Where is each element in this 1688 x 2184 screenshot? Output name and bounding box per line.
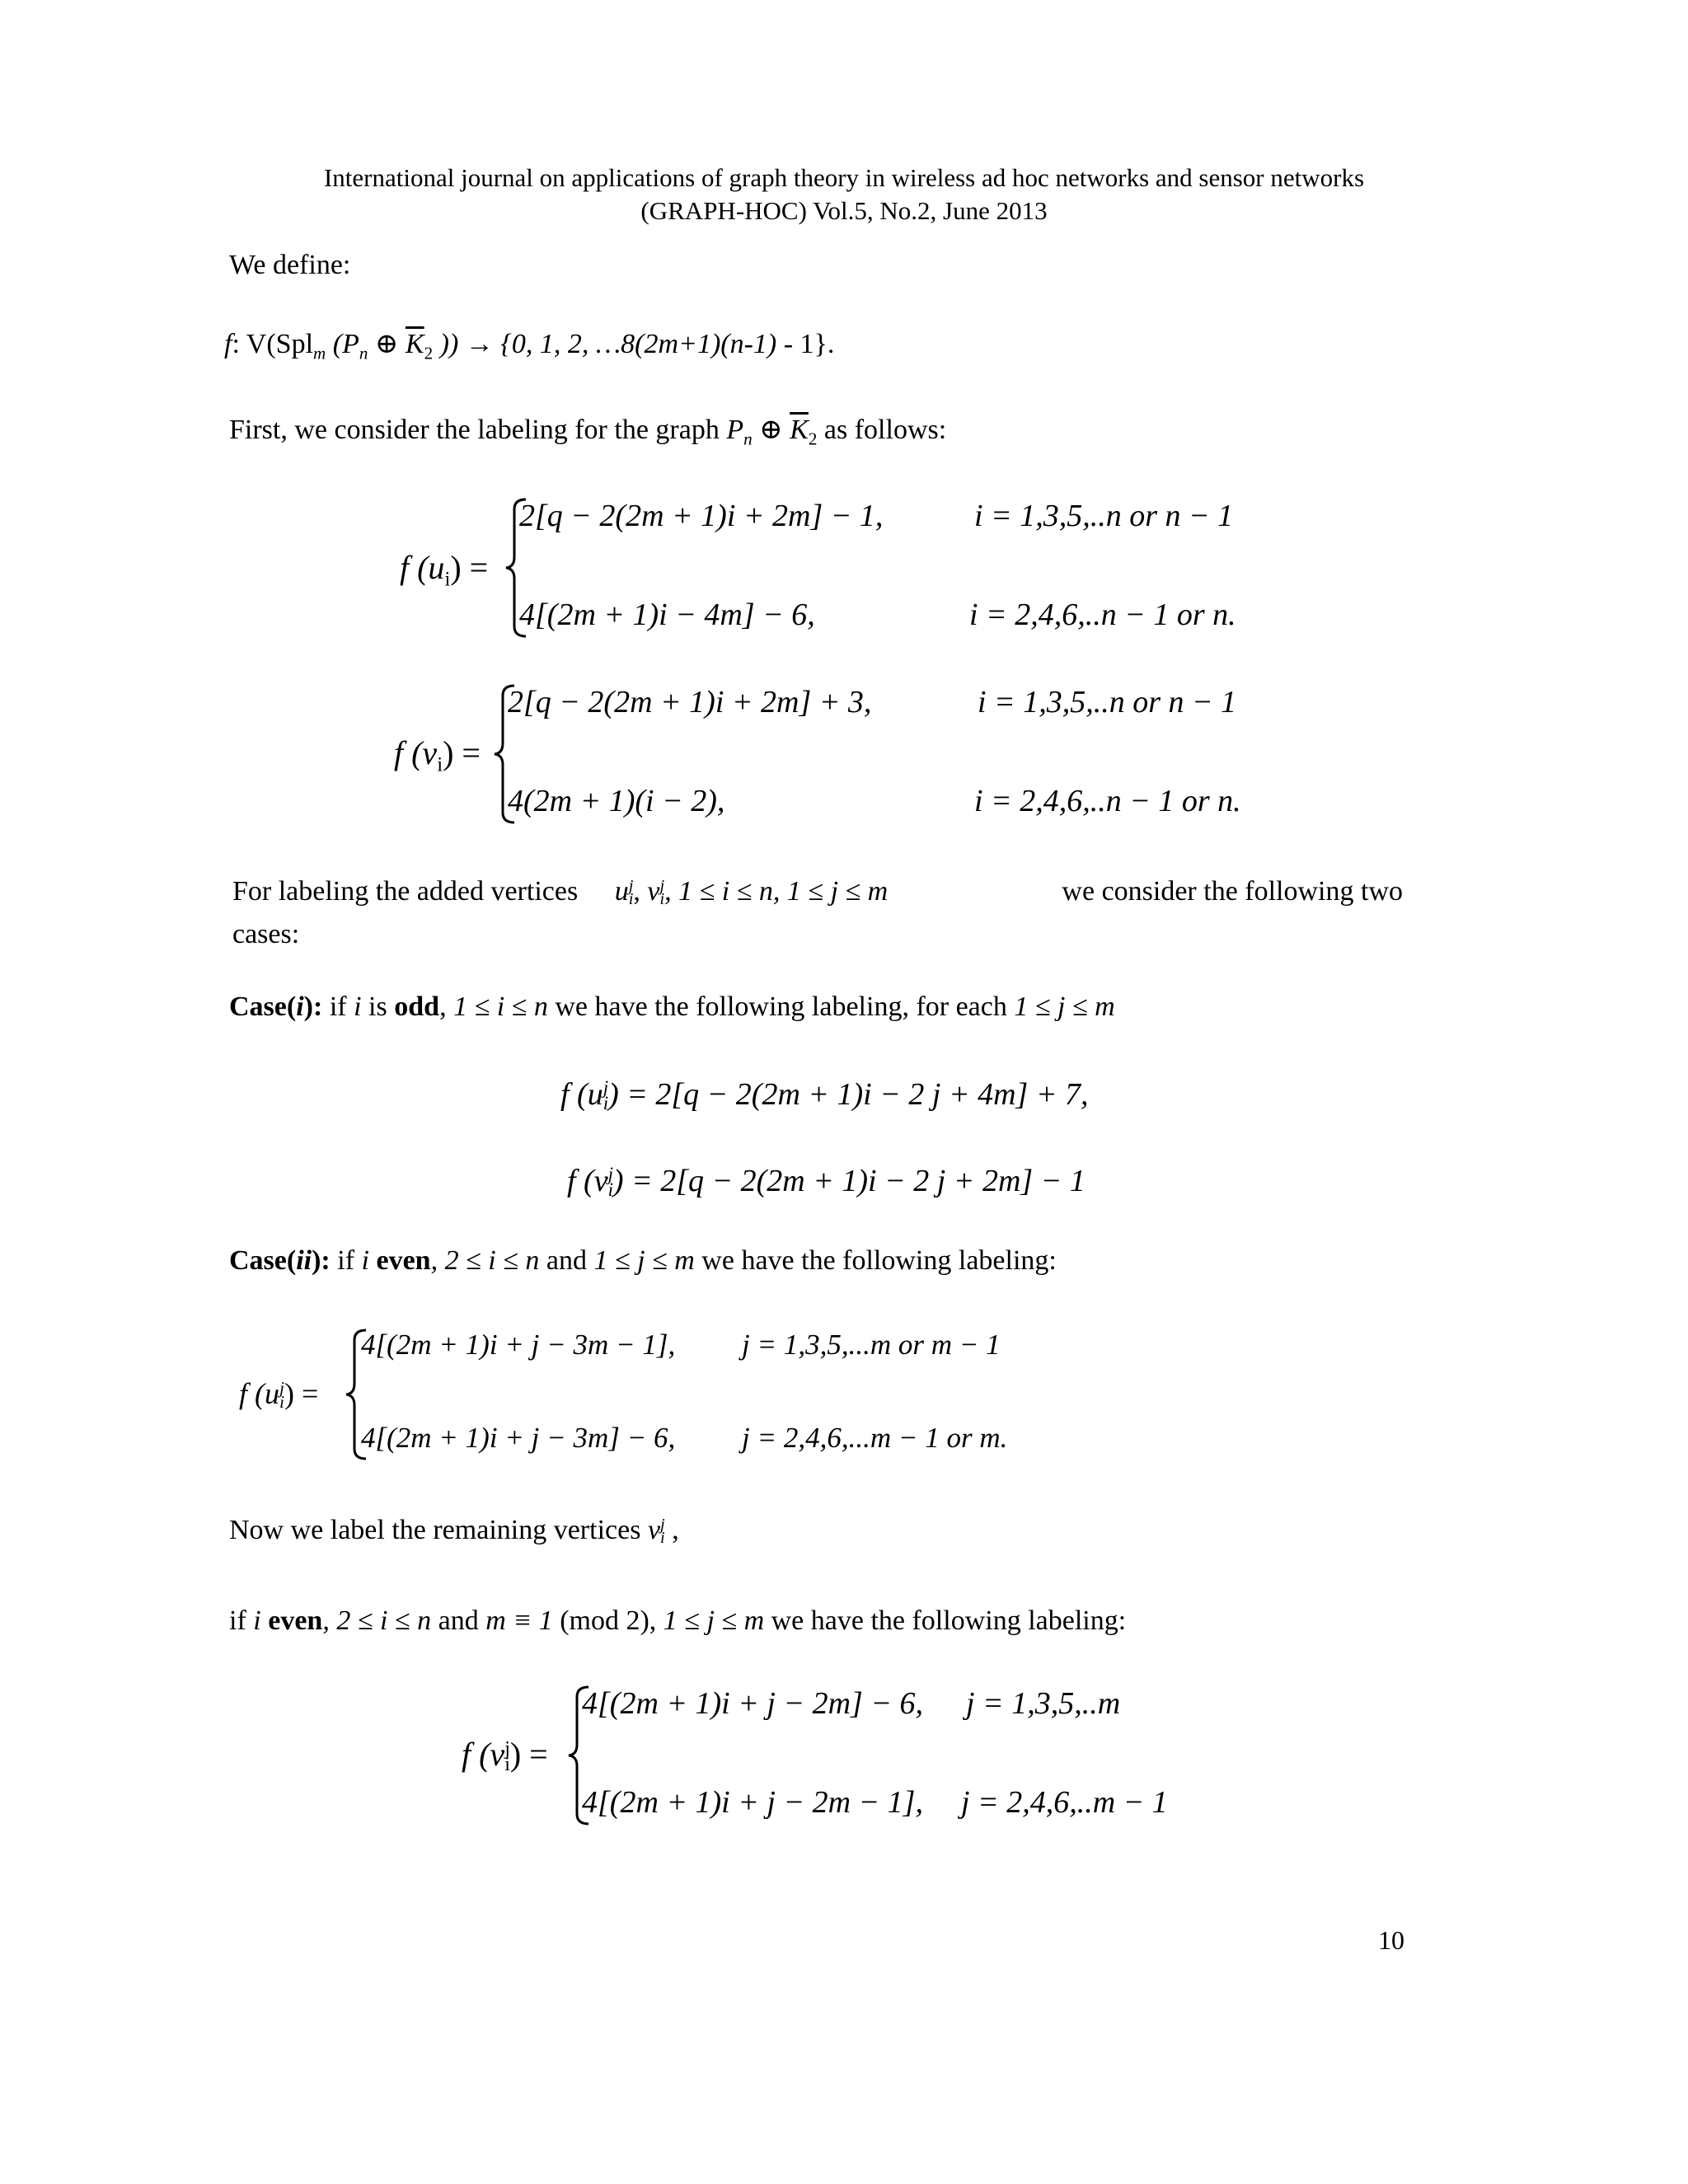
if-i-even-line: if i even, 2 ≤ i ≤ n and m ≡ 1 (mod 2), 1 ≤ j ≤ m we have the following labeling: bbox=[229, 1605, 1127, 1636]
case-condition-1: i = 1,3,5,..n or n − 1 bbox=[974, 499, 1234, 533]
case-ii-heading: Case(ii): if i even, 2 ≤ i ≤ n and 1 ≤ j ≤ m we have the following labeling: bbox=[229, 1245, 1057, 1276]
first-consider-line: First, we consider the labeling for the graph $P_n$ ⊕ $\overline{K}_2$ as follows: bbox=[229, 415, 947, 449]
journal-header-line1: International journal on applications of graph theory in wireless ad hoc networks and sensor networks bbox=[323, 163, 1365, 192]
equation-lhs: f (u j i ) = bbox=[239, 1377, 319, 1413]
function-definition: f: V(Spl$_m$ ($P_n$ ⊕ $\overline{K}_2$ )) → {0, 1, 2, …8(2m+1)(n-1) - 1}. bbox=[224, 329, 835, 363]
case-condition-1: j = 1,3,5,..m bbox=[966, 1686, 1121, 1721]
case-i-heading: Case(i): if i is odd, 1 ≤ i ≤ n we have the following labeling, for each 1 ≤ j ≤ m bbox=[229, 991, 1115, 1022]
equation-lhs: f (v j i ) = bbox=[462, 1736, 548, 1775]
case-expression-2: 4[(2m + 1)i − 4m] − 6, bbox=[519, 598, 815, 632]
equation-lhs: f $(v_i)$ = bbox=[394, 734, 481, 776]
case-expression-2: 4(2m + 1)(i − 2), bbox=[508, 784, 725, 818]
remaining-vertices-line: Now we label the remaining vertices v j i , bbox=[229, 1515, 679, 1548]
case-expression-2: 4[(2m + 1)i + j − 2m − 1], bbox=[582, 1785, 923, 1820]
case-condition-2: j = 2,4,6,..m − 1 bbox=[961, 1785, 1168, 1820]
equation-lhs: f $(u_i)$ = bbox=[400, 549, 489, 591]
case-condition-2: i = 2,4,6,..n − 1 or n. bbox=[969, 598, 1236, 632]
case-condition-1: j = 1,3,5,...m or m − 1 bbox=[742, 1329, 1001, 1361]
case-expression-1: 2[q − 2(2m + 1)i + 2m] + 3, bbox=[508, 685, 872, 719]
added-vertices-line: For labeling the added vertices u j i , v j i , 1 ≤ i ≤ n, 1 ≤ j ≤ m we consider the following two bbox=[232, 876, 1403, 909]
case-condition-2: j = 2,4,6,...m − 1 or m. bbox=[742, 1422, 1008, 1454]
case-i-equation-v: f (v j i ) = 2[q − 2(2m + 1)i − 2 j + 2m] − 1 bbox=[567, 1164, 1085, 1200]
case-expression-1: 2[q − 2(2m + 1)i + 2m] − 1, bbox=[519, 499, 884, 533]
journal-header-line2: (GRAPH-HOC) Vol.5, No.2, June 2013 bbox=[640, 196, 1048, 225]
case-condition-2: i = 2,4,6,..n − 1 or n. bbox=[974, 784, 1241, 818]
page-number: 10 bbox=[1378, 1925, 1404, 1955]
added-vertices-line2: cases: bbox=[232, 919, 300, 949]
case-condition-1: i = 1,3,5,..n or n − 1 bbox=[978, 685, 1237, 719]
we-define: We define: bbox=[229, 250, 351, 280]
case-expression-1: 4[(2m + 1)i + j − 2m] − 6, bbox=[582, 1686, 923, 1721]
case-i-equation-u: f (u j i ) = 2[q − 2(2m + 1)i − 2 j + 4m] + 7, bbox=[560, 1077, 1089, 1113]
case-expression-1: 4[(2m + 1)i + j − 3m − 1], bbox=[361, 1329, 676, 1361]
case-expression-2: 4[(2m + 1)i + j − 3m] − 6, bbox=[361, 1422, 676, 1454]
